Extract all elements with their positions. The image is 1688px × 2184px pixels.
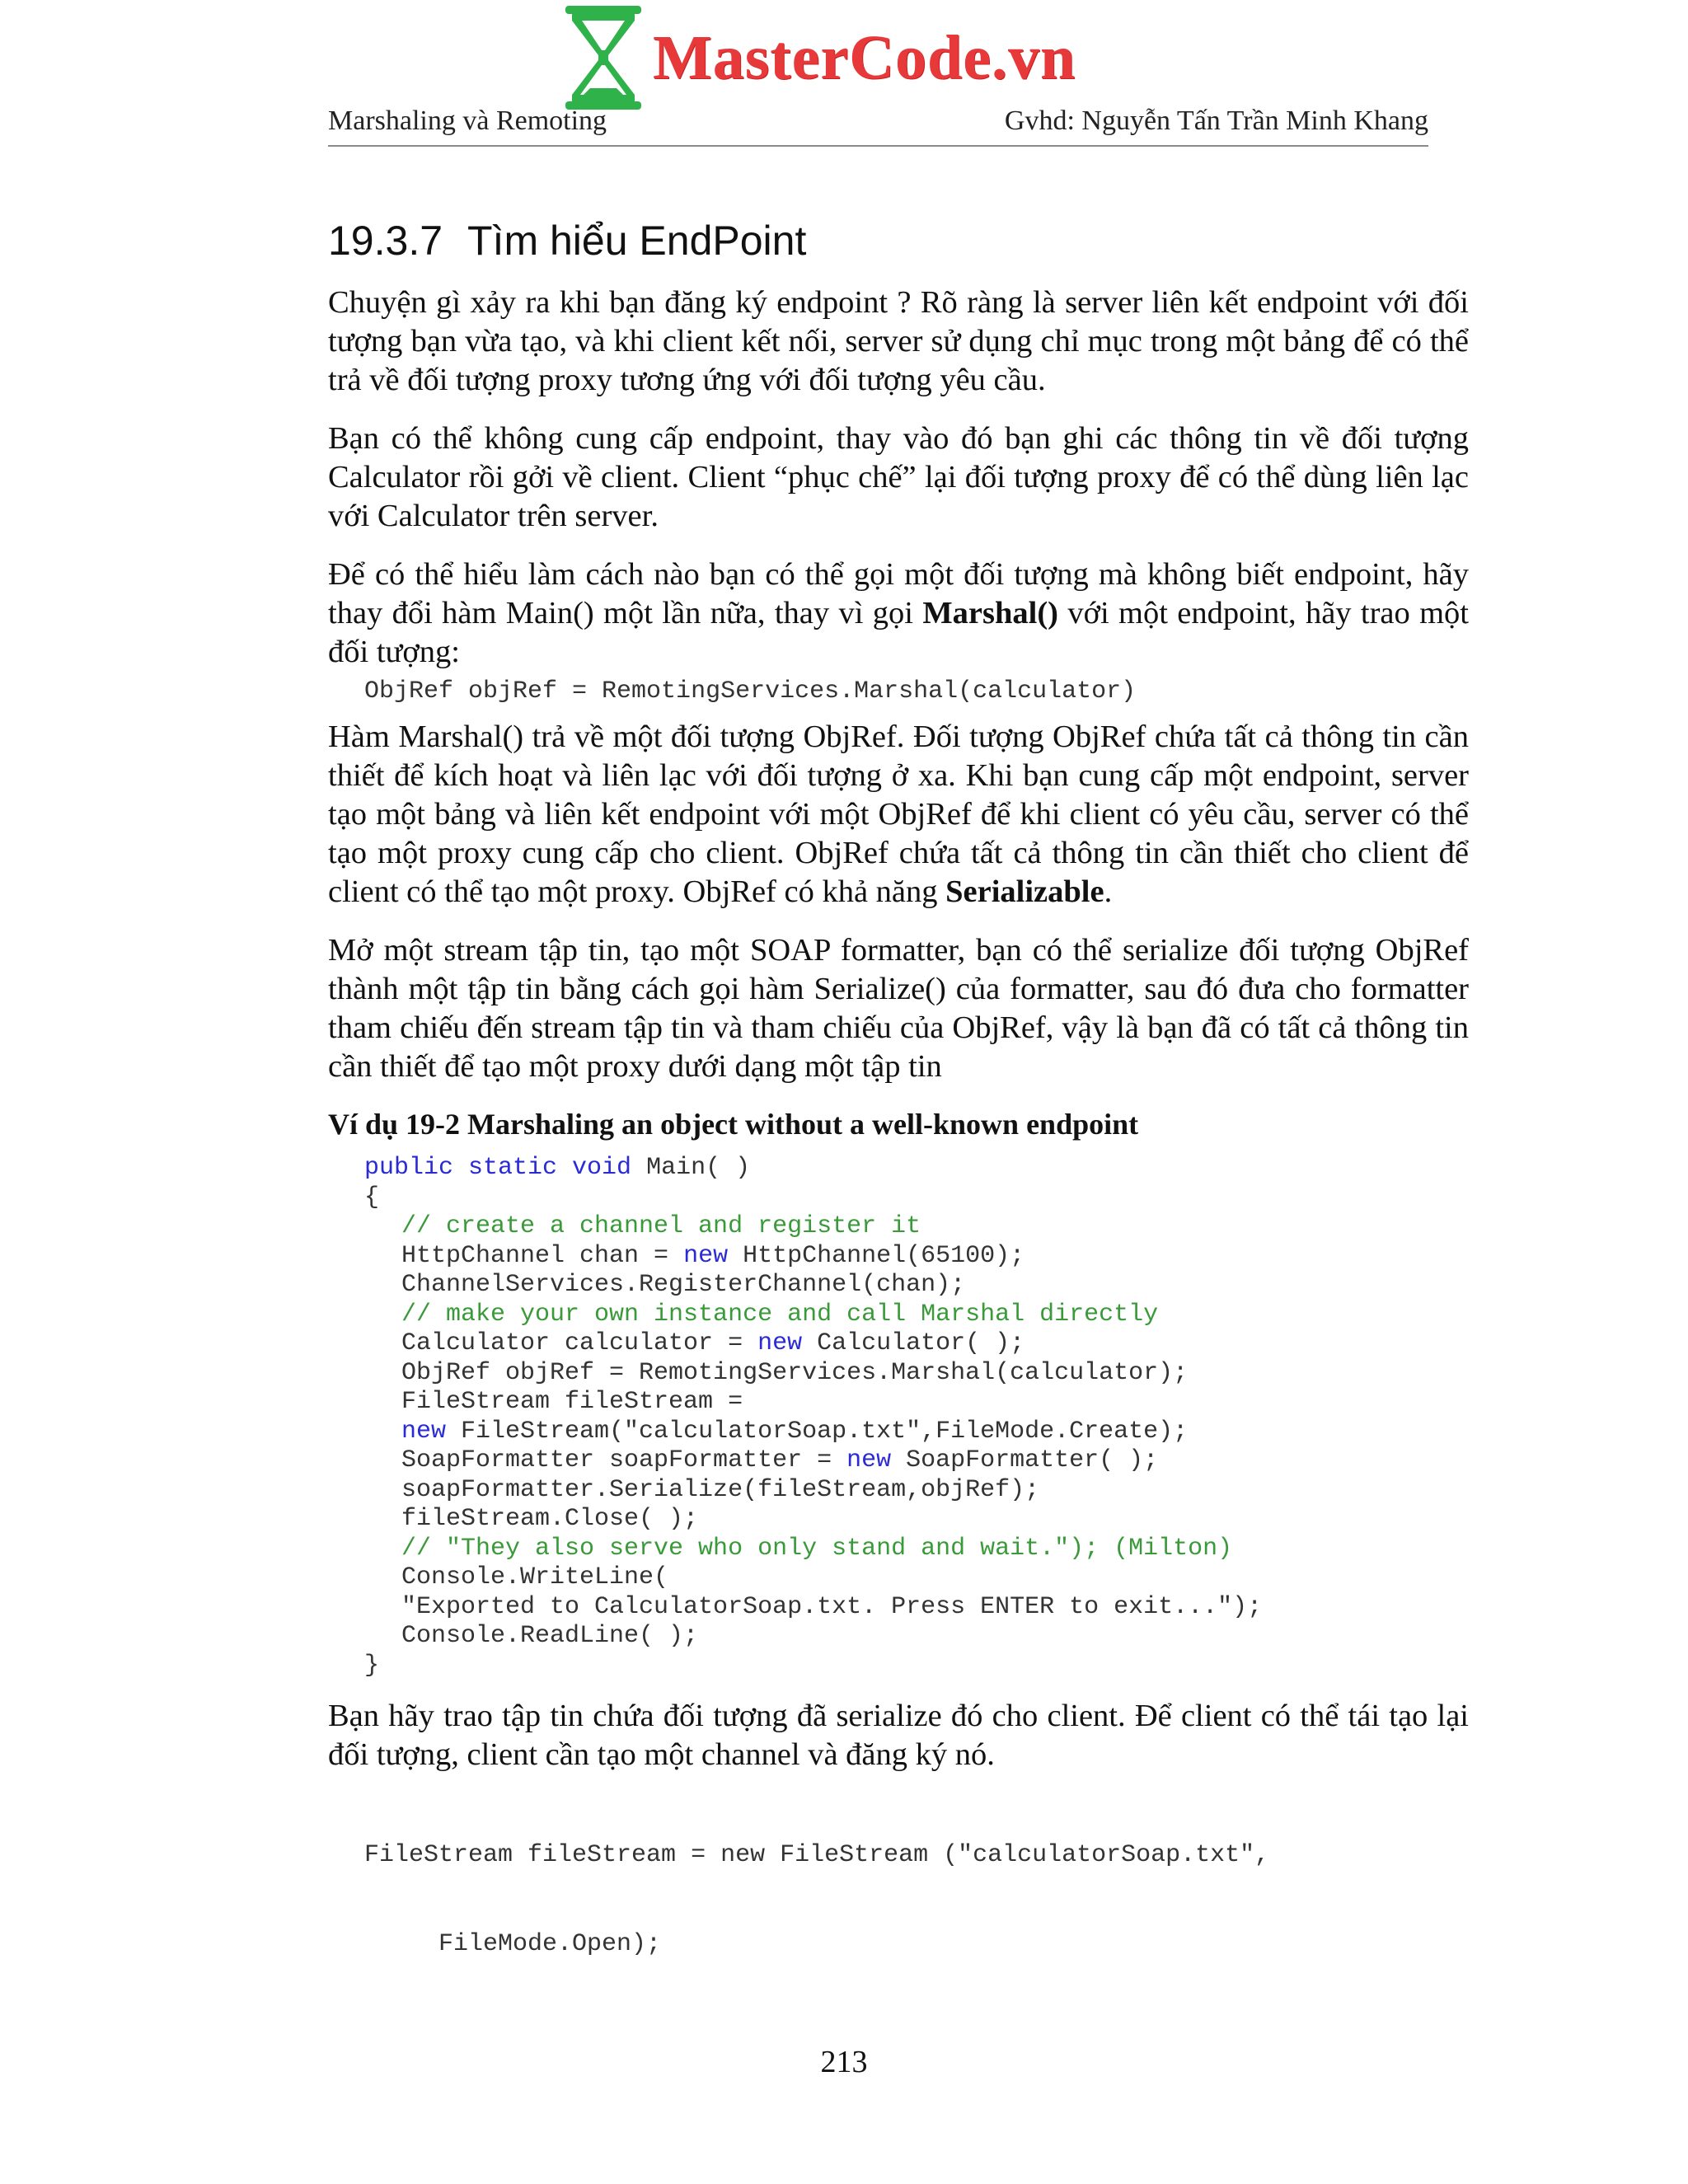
code-line: { [364, 1183, 380, 1212]
code-line: } [364, 1651, 380, 1680]
code-line: FileMode.Open); [438, 1930, 662, 1958]
code-line: soapFormatter.Serialize(fileStream,objRef); [401, 1475, 1040, 1504]
code-comment: // "They also serve who only stand and wait."); (Milton) [401, 1534, 1233, 1563]
paragraph-3-bold: Marshal() [922, 596, 1058, 630]
paragraph-4 [328, 718, 1469, 912]
running-header [328, 104, 1428, 147]
running-header-right: Gvhd: Nguyễn Tấn Trần Minh Khang [1004, 105, 1428, 136]
code-line: public static void Main( ) [364, 1154, 751, 1182]
code-line: "Exported to CalculatorSoap.txt. Press ENTER to exit..."); [401, 1592, 1263, 1621]
logo-text: MasterCode.vn [653, 22, 1076, 92]
section-heading [328, 216, 1469, 265]
example-title: Ví dụ 19-2 Marshaling an object without a well-known endpoint [328, 1108, 1139, 1141]
paragraph-6: Bạn hãy trao tập tin chứa đối tượng đã serialize đó cho client. Để client có thể tái tạo lại đối tượng, client cần tạo một channel và đăng ký nó. [328, 1699, 1469, 1772]
code-line: HttpChannel chan = new HttpChannel(65100); [401, 1241, 1025, 1270]
paragraph-1: Chuyện gì xảy ra khi bạn đăng ký endpoint ? Rõ ràng là server liên kết endpoint với đối tượng bạn vừa tạo, và khi client kết nối, server sử dụng chỉ mục trong một bảng để có thể trả về đối tượng proxy tương ứng với đối tượng yêu cầu. [328, 285, 1469, 397]
paragraph-4-text-b: . [1104, 874, 1113, 909]
hourglass-icon [560, 2, 646, 113]
code-line: Console.WriteLine( [401, 1563, 669, 1591]
paragraph-5: Mở một stream tập tin, tạo một SOAP formatter, bạn có thể serialize đối tượng ObjRef thành một tập tin bằng cách gọi hàm Serialize() của formatter, sau đó đưa cho formatter tham chiếu đến stream tập tin và tham chiếu của ObjRef, vậy là bạn đã có tất cả thông tin cần thiết để tạo một proxy dưới dạng một tập tin [328, 933, 1469, 1084]
page-content [328, 216, 1469, 2018]
code-line: FileStream fileStream = new FileStream ("calculatorSoap.txt", [364, 1841, 1270, 1869]
paragraph-4-text-a: Hàm Marshal() trả về một đối tượng ObjRef. Đối tượng ObjRef chứa tất cả thông tin cần thiết để kích hoạt và liên lạc với đối tượng ở xa. Khi bạn cung cấp một endpoint, server tạo một bảng và liên kết endpoint với một ObjRef để khi client có yêu cầu, server có thể tạo một proxy cung cấp cho client. ObjRef chứa tất cả thông tin cần thiết cho client để client có thể tạo một proxy. ObjRef có khả năng [328, 719, 1469, 909]
code-line: fileStream.Close( ); [401, 1505, 699, 1533]
code-line: ObjRef objRef = RemotingServices.Marshal(calculator); [401, 1358, 1189, 1387]
section-number: 19.3.7 [328, 218, 443, 264]
code-line: new FileStream("calculatorSoap.txt",FileMode.Create); [401, 1417, 1189, 1446]
code-line: Console.ReadLine( ); [401, 1622, 699, 1650]
paragraph-4-bold: Serializable [945, 874, 1104, 909]
code-snippet-filestream [364, 1781, 1469, 2018]
code-line: ChannelServices.RegisterChannel(chan); [401, 1271, 966, 1299]
code-listing [364, 1154, 1469, 1680]
paragraph-3-text-b: với một endpoint, hãy trao một đối tượng: [328, 596, 1469, 669]
code-line: SoapFormatter soapFormatter = new SoapFormatter( ); [401, 1446, 1159, 1474]
paragraph-2: Bạn có thể không cung cấp endpoint, thay vào đó bạn ghi các thông tin về đối tượng Calculator rồi gởi về client. Client “phục chế” lại đối tượng proxy để có thể dùng liên lạc với Calculator trên server. [328, 421, 1469, 533]
code-line: Calculator calculator = new Calculator( ); [401, 1329, 1025, 1357]
code-comment: // make your own instance and call Marshal directly [401, 1300, 1159, 1329]
page-number: 213 [820, 2045, 868, 2079]
code-comment: // create a channel and register it [401, 1212, 921, 1240]
running-header-left: Marshaling và Remoting [328, 105, 607, 136]
code-line: FileStream fileStream = [401, 1388, 743, 1416]
logo [560, 0, 1076, 115]
paragraph-3 [328, 555, 1469, 672]
paragraph-3-text-a: Để có thể hiểu làm cách nào bạn có thể gọi một đối tượng mà không biết endpoint, hãy thay đổi hàm Main() một lần nữa, thay vì gọi [328, 557, 1469, 630]
section-title: Tìm hiểu EndPoint [467, 218, 807, 264]
inline-code-objref: ObjRef objRef = RemotingServices.Marshal(calculator) [364, 677, 1137, 705]
